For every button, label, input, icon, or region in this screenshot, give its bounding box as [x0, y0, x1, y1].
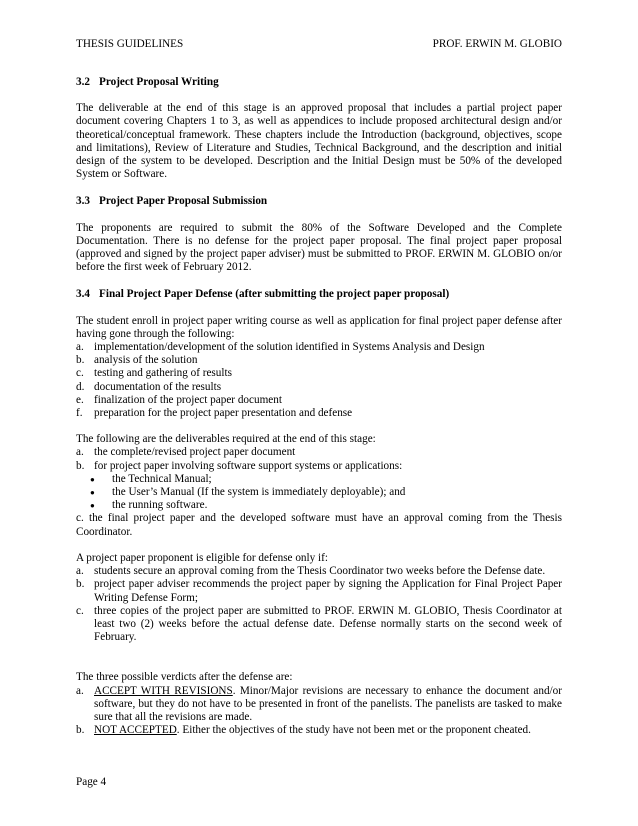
list-marker: e. [76, 393, 84, 406]
list-item [76, 460, 562, 473]
list-item [76, 685, 562, 725]
list-item-text: testing and gathering of results [94, 367, 232, 380]
verdict-name: ACCEPT WITH REVISIONS [94, 684, 233, 697]
verdict-description: . Minor/Major revisions are necessary to enhance the document and/or software, but they do not have to be presented in front of the panelists. The panelists are tasked to make sure that all the revisions are made. [94, 684, 562, 723]
list-item-text: students secure an approval coming from the Thesis Coordinator two weeks before the Defense date. [94, 565, 546, 578]
section-3-3-heading [76, 195, 562, 208]
list-marker: a. [76, 684, 84, 697]
section-3-4-intro: The student enroll in project paper writing course as well as application for final project paper defense after having gone through the following: [76, 314, 562, 340]
section-3-2-heading [76, 76, 562, 89]
list-marker: c. [76, 604, 84, 617]
list-item [76, 354, 562, 367]
list-marker: b. [76, 459, 85, 472]
bullet-dot-icon: ● [90, 501, 95, 511]
bullet-text: the Technical Manual; [112, 472, 212, 485]
list-item [76, 407, 562, 420]
list-item [76, 381, 562, 394]
eligibility-intro: A project paper proponent is eligible for defense only if: [76, 551, 328, 564]
list-marker: b. [76, 578, 85, 591]
list-item-text: three copies of the project paper are submitted to PROF. ERWIN M. GLOBIO, Thesis Coordinator at least two (2) weeks before the actual defense date. Defense normally starts on the second week of February. [94, 604, 562, 644]
list-marker: b. [76, 724, 85, 737]
list-marker: c. [76, 367, 84, 380]
list-marker: f. [76, 407, 83, 420]
list-item [76, 394, 562, 407]
list-marker: a. [76, 446, 84, 459]
list-item-text: the complete/revised project paper document [94, 446, 296, 459]
bullet-text: the User’s Manual (If the system is immediately deployable); and [112, 486, 406, 499]
list-item-text: implementation/development of the solution identified in Systems Analysis and Design [94, 341, 485, 354]
section-number: 3.4 [76, 288, 90, 301]
verdicts-intro: The three possible verdicts after the defense are: [76, 671, 293, 684]
list-item-text: preparation for the project paper presentation and defense [94, 407, 353, 420]
list-item [76, 605, 562, 645]
section-3-4-heading [76, 288, 562, 301]
verdict-description: . Either the objectives of the study have not been met or the proponent cheated. [176, 724, 531, 737]
bullet-dot-icon: ● [90, 488, 95, 498]
deliverables-intro: The following are the deliverables required at the end of this stage: [76, 433, 376, 446]
bullet-dot-icon: ● [90, 474, 95, 484]
verdict-name: NOT ACCEPTED [94, 724, 177, 737]
page-header [76, 38, 562, 52]
list-item [76, 446, 562, 459]
section-title: Project Proposal Writing [99, 76, 219, 88]
bullet-item [76, 473, 562, 486]
list-item [76, 341, 562, 354]
section-title: Final Project Paper Defense (after submitting the project paper proposal) [99, 288, 450, 301]
list-marker: a. [76, 341, 84, 354]
list-item-text: finalization of the project paper document [94, 393, 282, 406]
section-3-2-paragraph: The deliverable at the end of this stage is an approved proposal that includes a partial project paper document covering Chapters 1 to 3, as well as appendices to include proposed architectural design and/or theoretical/conceptual framework. These chapters include the Introduction (background, objectives, scope and limitations), Review of Literature and Studies, Technical Background, and the description and initial design of the system to be developed. Description and the Initial Design must be 50% of the developed System or Software. [76, 102, 562, 181]
section-3-3-paragraph: The proponents are required to submit the 80% of the Software Developed and the Complete Documentation. There is no defense for the project paper proposal. The final project paper proposal (approved and signed by the project paper adviser) must be submitted to PROF. ERWIN M. GLOBIO on/or before the first week of February 2012. [76, 221, 562, 274]
list-item-text: for project paper involving software support systems or applications: [94, 459, 403, 472]
header-left-title: THESIS GUIDELINES [76, 38, 184, 50]
list-marker: a. [76, 565, 84, 578]
list-item [76, 367, 562, 380]
list-item-text: documentation of the results [94, 380, 222, 393]
list-item-text: project paper adviser recommends the project paper by signing the Application for Final Project Paper Writing Defense Form; [94, 578, 562, 604]
verdicts-list [76, 685, 562, 738]
list-item-text: analysis of the solution [94, 354, 198, 367]
bullet-item [76, 486, 562, 499]
list-item [76, 578, 562, 604]
deliverables-list [76, 446, 562, 472]
section-number: 3.2 [76, 76, 90, 88]
list-marker: d. [76, 380, 85, 393]
bullet-item [76, 499, 562, 512]
page-number: Page 4 [76, 776, 107, 788]
page-content [76, 76, 562, 737]
eligibility-list [76, 565, 562, 644]
list-marker: b. [76, 354, 85, 367]
list-item [76, 724, 562, 737]
process-steps-list [76, 341, 562, 420]
list-item [76, 565, 562, 578]
bullet-text: the running software. [112, 499, 208, 512]
section-number: 3.3 [76, 195, 90, 208]
section-title: Project Paper Proposal Submission [99, 195, 268, 208]
header-right-author: PROF. ERWIN M. GLOBIO [432, 38, 562, 50]
deliverables-item-c: c. the final project paper and the developed software must have an approval coming from the Thesis Coordinator. [76, 512, 562, 538]
software-deliverables-bullets [76, 473, 562, 513]
